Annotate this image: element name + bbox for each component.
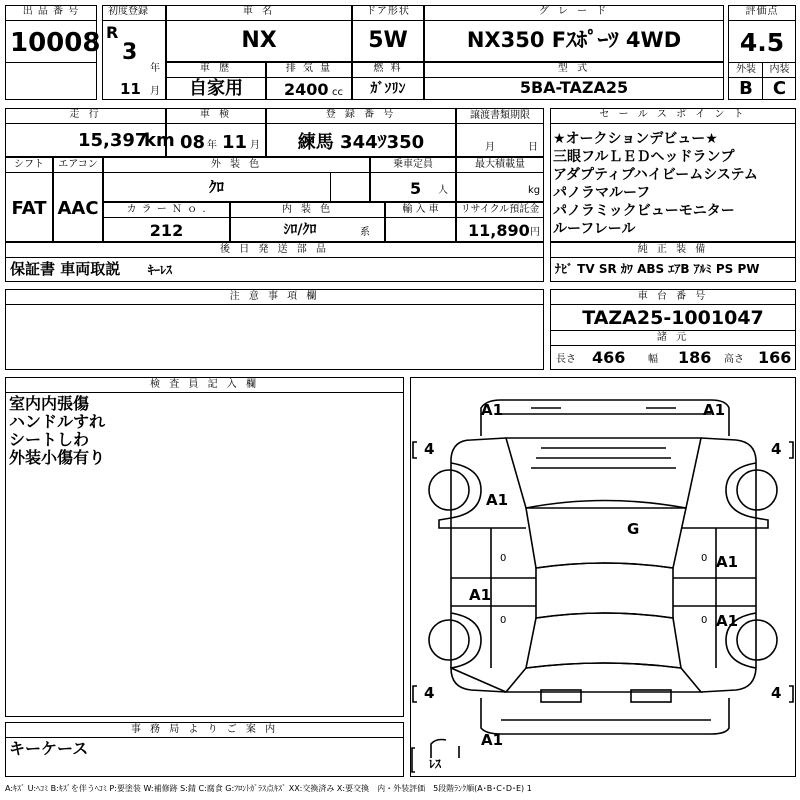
caution-label: 注 意 事 項 欄 (229, 291, 320, 302)
int-color-label: 内 装 色 (281, 204, 334, 215)
max-load-unit: kg (528, 185, 541, 196)
damage-mark-hood: A1 (486, 491, 509, 509)
car-name-label: 車 名 (242, 6, 276, 17)
selling-point: アダプティブハイビームシステム (553, 167, 758, 183)
tire-tread-rear-left: 4 (424, 684, 435, 702)
color-no: 212 (149, 221, 184, 240)
fuel: ｶﾞｿﾘﾝ (370, 81, 406, 97)
inspection-year-unit: 年 (207, 140, 217, 151)
selling-point: ルーフレール (553, 221, 636, 237)
mileage-label: 走 行 (69, 109, 102, 120)
selling-points-label: セ ー ル ス ポ イ ン ト (599, 109, 747, 120)
later-parts-label: 後 日 発 送 部 品 (220, 244, 329, 255)
int-color-unit: 系 (360, 227, 370, 238)
car-name: NX (241, 28, 277, 53)
displacement: 2400 (284, 80, 329, 99)
length: 466 (592, 348, 626, 367)
later-parts: 保証書 車両取説 (10, 260, 121, 278)
selling-point: ★オークションデビュー★ (553, 131, 718, 147)
deadline-day-unit: 日 (528, 142, 538, 153)
door-type-label: ドア形状 (366, 6, 410, 17)
exterior-grade-label: 外装 (736, 64, 756, 75)
damage-mark-right-rear: A1 (716, 612, 739, 630)
ext-color: ｸﾛ (208, 178, 224, 196)
width: 186 (678, 348, 712, 367)
equipment-label: 純 正 装 備 (637, 244, 709, 255)
fuel-label: 燃 料 (373, 63, 403, 74)
equipment-items: ﾅﾋﾞ TV SR ｶﾜ ABS ｴｱB ｱﾙﾐ PS PW (555, 262, 760, 276)
selling-point: 三眼フルＬＥＤヘッドランプ (553, 149, 735, 165)
inspector-note: シートしわ (9, 430, 90, 449)
reg-month-unit: 月 (150, 86, 160, 97)
damage-mark-left-door: A1 (469, 586, 492, 604)
tire-tread-rear-right: 4 (771, 684, 782, 702)
displacement-unit: cc (332, 87, 343, 98)
inspector-note: ハンドルすれ (9, 412, 106, 431)
selling-point: パノラミックビューモニター (553, 203, 735, 219)
shift-label: シフト (14, 159, 44, 170)
damage-mark-zero: 0 (500, 615, 507, 626)
score-label: 評価点 (745, 6, 779, 17)
legend: A:ｷｽﾞ U:ﾍｺﾐ B:ｷｽﾞを伴うﾍｺﾐ P:要塗装 W:補修跡 S:錆 C:腐食 G:ﾌﾛﾝﾄｶﾞﾗｽ点ｷｽﾞ XX:交換済み X:要交換 内・外装評価 5段階ﾗﾝｸ順(A･B･C･D･E) 1 (5, 784, 532, 793)
history: 自家用 (189, 78, 243, 99)
height-label: 高さ (724, 354, 744, 365)
plate-label: 登 録 番 号 (325, 109, 397, 120)
mileage: 15,397 (78, 130, 148, 151)
interior-grade: C (772, 78, 787, 99)
capacity-unit: 人 (438, 185, 448, 196)
model: 5BA-TAZA25 (519, 78, 629, 97)
damage-mark-zero: 0 (701, 615, 708, 626)
capacity: 5 (410, 179, 422, 198)
chassis-number: TAZA25-1001047 (582, 307, 764, 329)
recycle: 11,890 (468, 221, 530, 240)
damage-mark-windshield: G (627, 520, 640, 538)
mileage-unit: km (144, 130, 175, 151)
inspector-label: 検 査 員 記 入 欄 (150, 379, 259, 390)
recycle-unit: 円 (530, 227, 540, 238)
interior-grade-label: 内装 (769, 64, 790, 75)
int-color: ｼﾛ/ｸﾛ (283, 222, 317, 238)
tire-tread-front-right: 4 (771, 440, 782, 458)
model-label: 型 式 (557, 63, 591, 74)
damage-mark-front-right: A1 (703, 401, 726, 419)
door-type: 5W (368, 28, 408, 53)
inspector-note: 外装小傷有り (9, 448, 106, 467)
office-note: キーケース (9, 739, 89, 758)
later-parts-keyless: ｷｰﾚｽ (148, 263, 173, 277)
score: 4.5 (739, 28, 785, 57)
length-label: 長さ (556, 354, 576, 365)
inspection-month-unit: 月 (250, 140, 260, 151)
damage-mark-right-door: A1 (716, 553, 739, 571)
selling-point: パノラマルーフ (553, 185, 651, 201)
exterior-grade: B (739, 78, 753, 99)
damage-diagram (410, 377, 796, 777)
damage-mark-zero: 0 (500, 553, 507, 564)
chassis-label: 車 台 番 号 (637, 291, 709, 302)
ext-color-label: 外 装 色 (210, 159, 263, 170)
reg-year: 3 (122, 40, 138, 65)
reg-month: 11 (120, 80, 141, 98)
damage-mark-zero: 0 (701, 553, 708, 564)
inspector-notes (9, 395, 105, 467)
inspection-month: 11 (222, 132, 248, 153)
color-no-label: カ ラ ー Ｎ ｏ . (126, 204, 207, 215)
inspection-label: 車 検 (199, 109, 233, 120)
deadline-month-unit: 月 (485, 142, 495, 153)
displacement-label: 排 気 量 (285, 63, 333, 74)
lot-number-label: 出 品 番 号 (22, 6, 80, 17)
capacity-label: 乗車定員 (393, 159, 433, 170)
plate: 練馬 344ﾂ350 (297, 132, 425, 153)
max-load-label: 最大積載量 (475, 159, 525, 170)
inspection-year: 08 (180, 132, 206, 153)
recycle-label: リサイクル預託金 (460, 204, 540, 215)
car-diagram-svg (411, 378, 795, 776)
first-registration-label: 初度登録 (108, 6, 148, 17)
height: 166 (758, 348, 792, 367)
ac: AAC (57, 198, 99, 219)
spec-label: 諸 元 (656, 332, 690, 343)
width-label: 幅 (648, 354, 658, 365)
damage-mark-front-left: A1 (481, 401, 504, 419)
selling-points-list (553, 130, 796, 238)
ac-label: エアコン (58, 159, 98, 170)
grade: NX350 Fｽﾎﾟｰﾂ 4WD (466, 28, 682, 52)
deadline-label: 譲渡書類期限 (470, 110, 530, 121)
shift: FAT (11, 198, 47, 219)
reg-year-unit: 年 (150, 63, 160, 74)
import-label: 輸 入 車 (402, 204, 439, 215)
era: R (106, 23, 119, 42)
history-label: 車 歴 (199, 63, 233, 74)
grade-label: グ レ ー ド (538, 6, 610, 17)
spare-tire: ﾚｽ (429, 757, 442, 771)
office-label: 事 務 局 よ り ご 案 内 (130, 724, 279, 735)
lot-number: 10008 (10, 28, 101, 58)
inspector-note: 室内内張傷 (9, 394, 90, 413)
damage-mark-rear-bumper: A1 (481, 731, 504, 749)
tire-tread-front-left: 4 (424, 440, 435, 458)
